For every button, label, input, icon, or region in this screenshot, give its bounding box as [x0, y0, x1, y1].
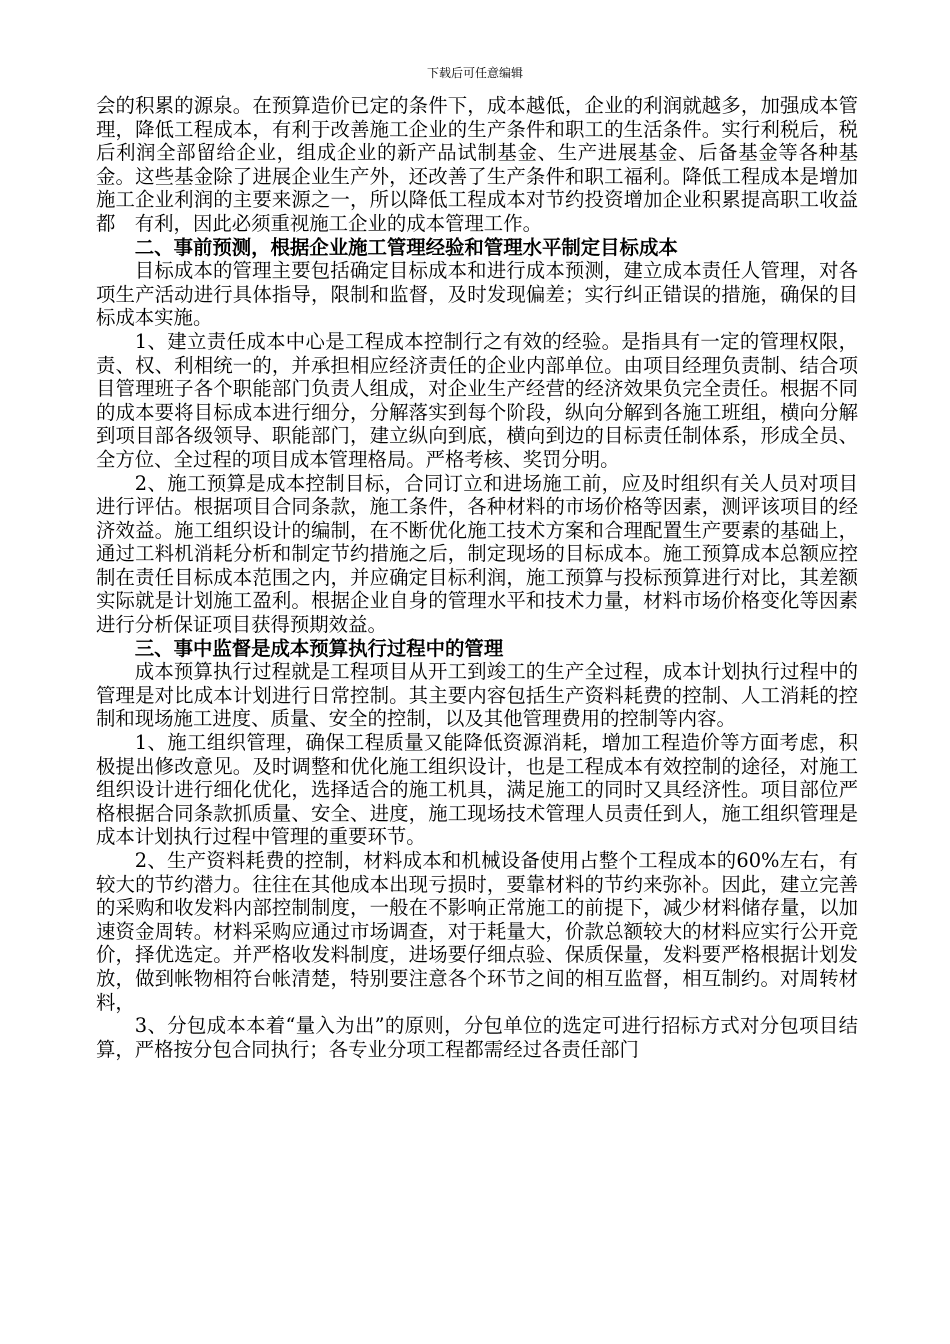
page-header: 下载后可任意编辑 — [426, 66, 523, 80]
paragraph-responsibility-center: 1、建立责任成本中心是工程成本控制行之有效的经验。是指具有一定的管理权限，责、权、利相统一的，并承担相应经济责任的企业内部单位。由项目经理负责制、结合项目管理班子各个职能部门负责人组成，对企业生产经营的经济效果负完全责任。根据不同的成本要将目标成本进行细分，分解落实到每个阶段，纵向分解到各施工班组，横向分解到项目部各级领导、职能部门，建立纵向到底，横向到边的目标责任制体系，形成全员、全方位、全过程的项目成本管理格局。严格考核、奖罚分明。 — [96, 329, 858, 471]
paragraph-construction-budget: 2、施工预算是成本控制目标，合同订立和进场施工前，应及时组织有关人员对项目进行评估。根据项目合同条款，施工条件，各种材料的市场价格等因素，测评该项目的经济效益。施工组织设计的编制，在不断优化施工技术方案和合理配置生产要素的基础上，通过工料机消耗分析和制定节约措施之后，制定现场的目标成本。施工预算成本总额应控制在责任目标成本范围之内，并应确定目标利润，施工预算与投标预算进行对比，其差额实际就是计划施工盈利。根据企业自身的管理水平和技术力量，材料市场价格变化等因素进行分析保证项目获得预期效益。 — [96, 471, 858, 637]
section-heading-2: 二、事前预测，根据企业施工管理经验和管理水平制定目标成本 — [134, 235, 678, 259]
paragraph-organization-management: 1、施工组织管理，确保工程质量又能降低资源消耗，增加工程造价等方面考虑，积极提出修改意见。及时调整和优化施工组织设计，也是工程成本有效控制的途径，对施工组织设计进行细化优化，选择适合的施工机具，满足施工的同时又具经济性。项目部位严格根据合同条款抓质量、安全、进度，施工现场技术管理人员责任到人，施工组织管理是成本计划执行过程中管理的重要环节。 — [96, 731, 858, 849]
paragraph-subcontract-cost: 3、分包成本本着“量入为出”的原则，分包单位的选定可进行招标方式对分包项目结算，严格按分包合同执行；各专业分项工程都需经过各责任部门 — [96, 1014, 858, 1061]
paragraph-intro: 会的积累的源泉。在预算造价已定的条件下，成本越低，企业的利润就越多，加强成本管理，降低工程成本，有利于改善施工企业的生产条件和职工的生活条件。实行利税后，税后利润全部留给企业，组成企业的新产品试制基金、生产进展基金、后备基金等各种基金。这些基金除了进展企业生产外，还改善了生产条件和职工福利。降低工程成本是增加施工企业利润的主要来源之一，所以降低工程成本对节约投资增加企业积累提高职工收益都 有利，因此必须重视施工企业的成本管理工作。 — [96, 94, 858, 235]
document-body — [96, 94, 858, 1061]
section-heading-3: 三、事中监督是成本预算执行过程中的管理 — [134, 636, 504, 660]
paragraph-material-control: 2、生产资料耗费的控制，材料成本和机械设备使用占整个工程成本的60%左右，有较大的节约潜力。往往在其他成本出现亏损时，要靠材料的节约来弥补。因此，建立完善的采购和收发料内部控制制度，一般在不影响正常施工的前提下，减少材料储存量，以加速资金周转。材料采购应通过市场调查，对于耗量大，价款总额较大的材料应实行公开竞价，择优选定。并严格收发料制度，进场要仔细点验、保质保量，发料要严格根据计划发放，做到帐物相符台帐清楚，特别要注意各个环节之间的相互监督，相互制约。对周转材料， — [96, 849, 858, 1014]
paragraph-budget-execution: 成本预算执行过程就是工程项目从开工到竣工的生产全过程，成本计划执行过程中的管理是对比成本计划进行日常控制。其主要内容包括生产资料耗费的控制、人工消耗的控制和现场施工进度、质量、安全的控制，以及其他管理费用的控制等内容。 — [96, 660, 858, 731]
paragraph-target-cost: 目标成本的管理主要包括确定目标成本和进行成本预测，建立成本责任人管理，对各项生产活动进行具体指导，限制和监督，及时发现偏差；实行纠正错误的措施，确保的目标成本实施。 — [96, 259, 858, 330]
